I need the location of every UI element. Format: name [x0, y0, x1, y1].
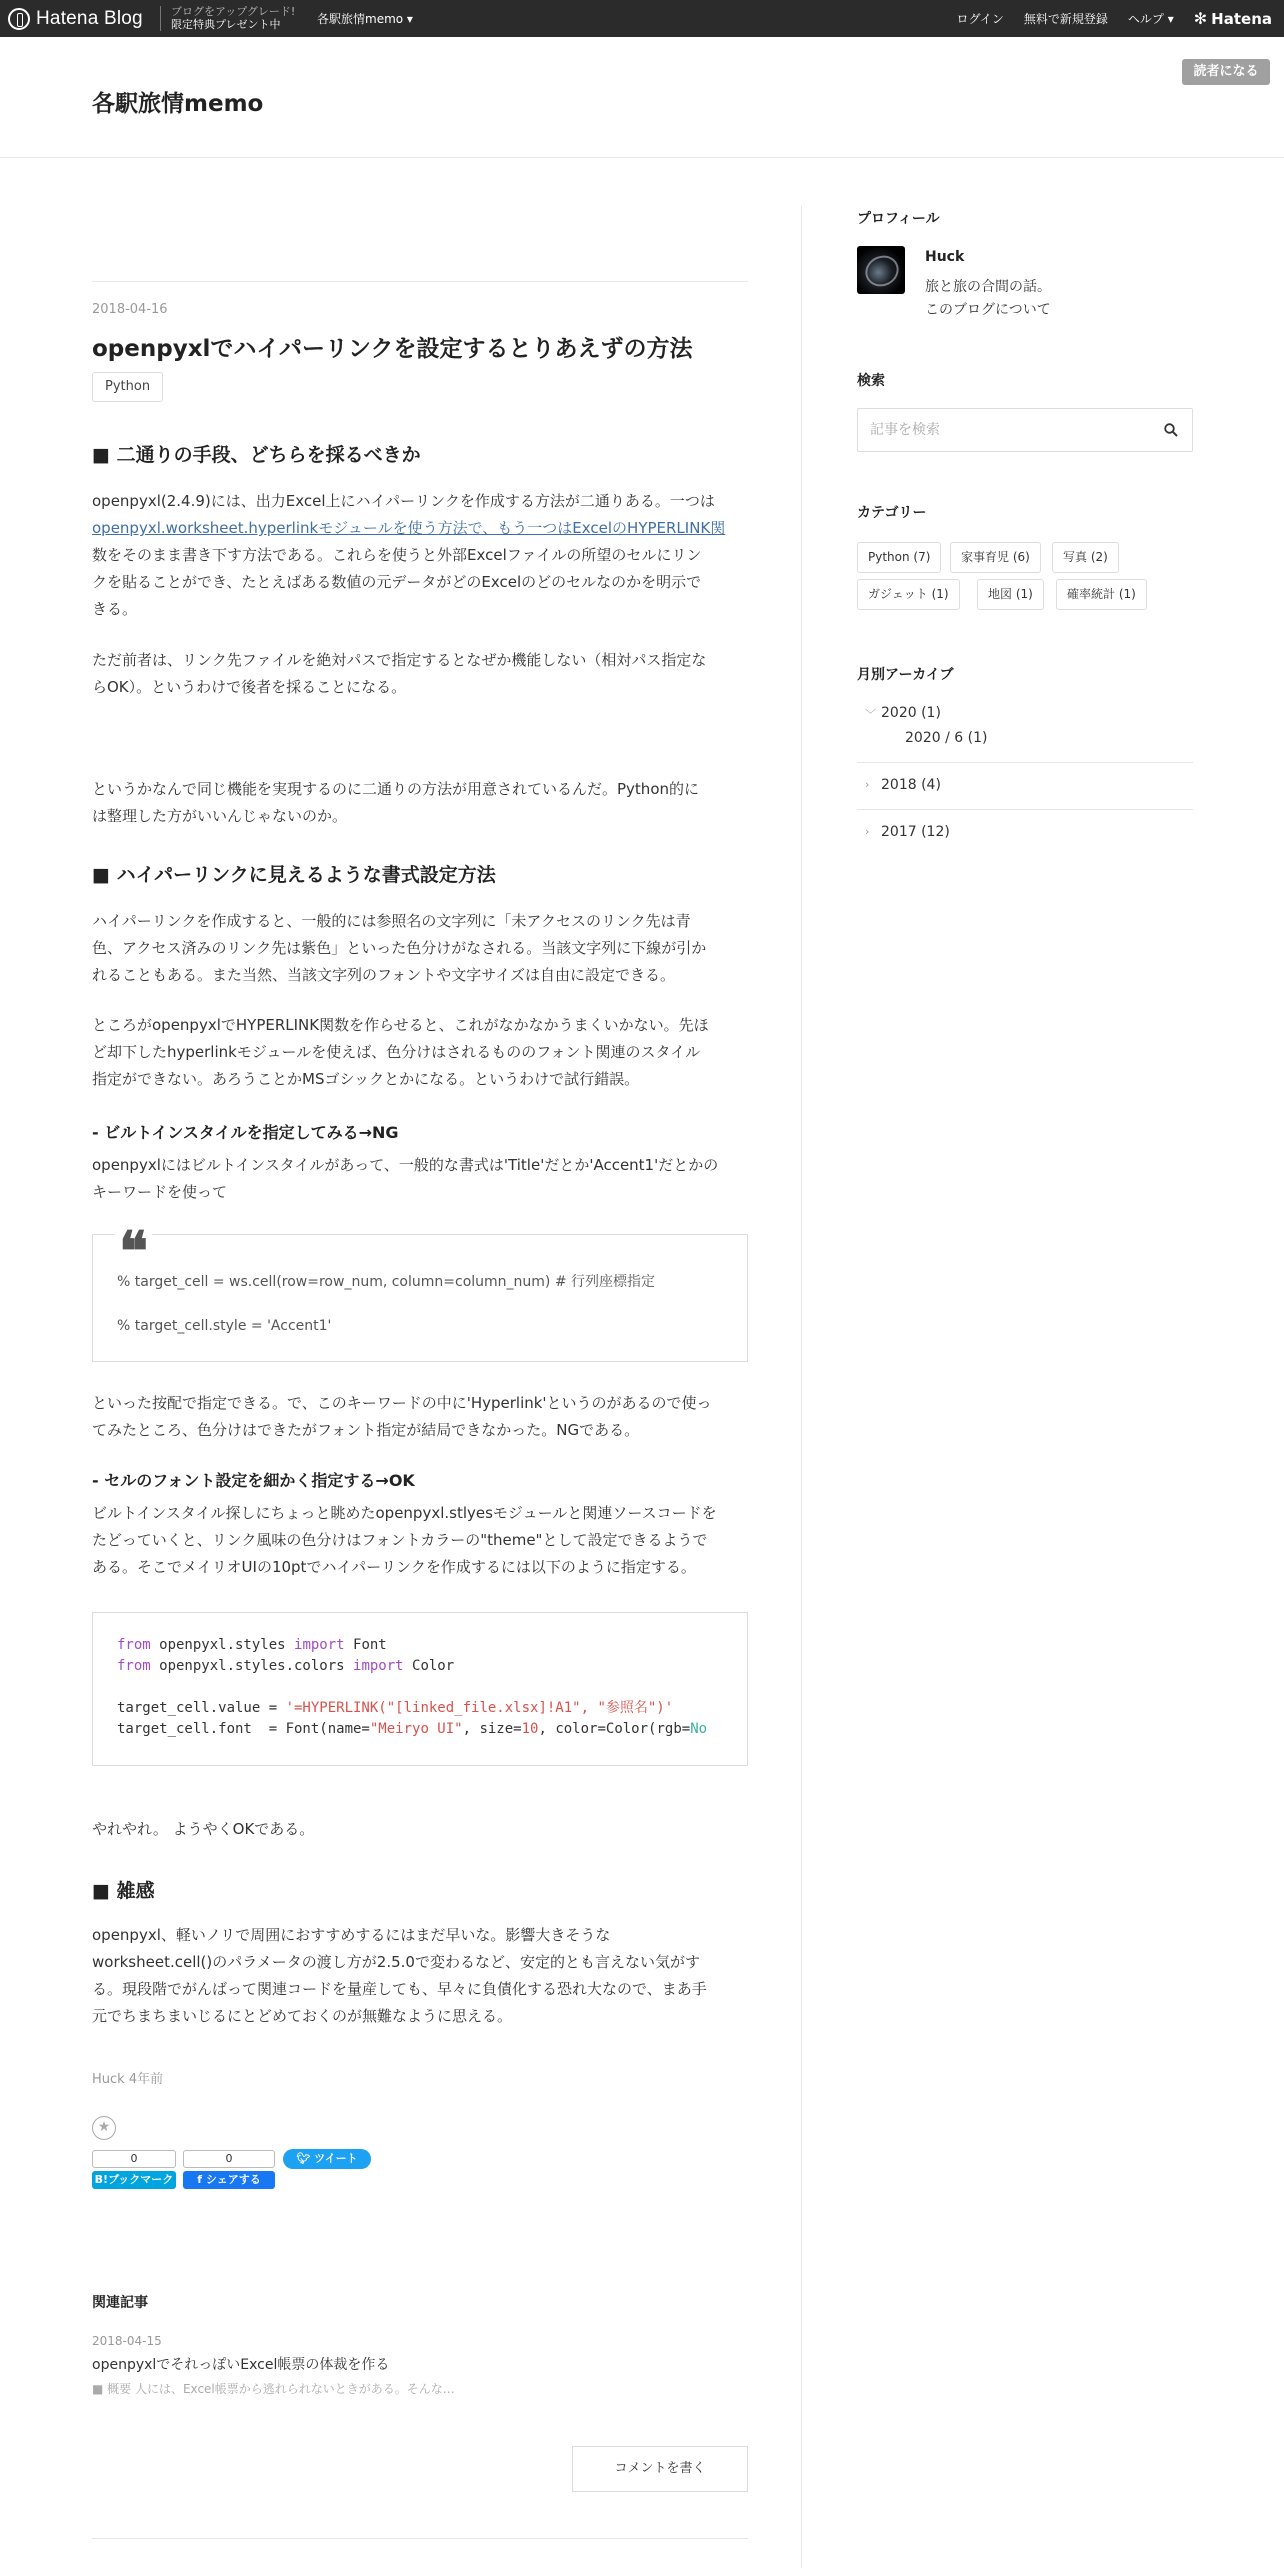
text-line: ところがopenpyxlでHYPERLINK関数を作らせると、これがなかなかうまくいかない。先ほ: [92, 1016, 709, 1034]
text-line: ただ前者は、リンク先ファイルを絶対パスで指定するとなぜか機能しない（相対パス指定な: [92, 651, 707, 669]
entry-category-tag[interactable]: Python: [92, 372, 163, 402]
archive-year-label: 2018 (4): [881, 777, 941, 793]
facebook-share-button[interactable]: f シェアする: [183, 2171, 275, 2189]
paragraph: やれやれ。 ようやくOKである。: [92, 1820, 315, 1838]
chevron-right-icon: ›: [865, 825, 870, 838]
add-star-button[interactable]: [92, 2116, 116, 2140]
text-line: openpyxl、軽いノリで周囲におすすめするにはまだ早いな。影響大きそうな: [92, 1926, 611, 1944]
paragraph: [92, 776, 748, 830]
paragraph: [92, 1012, 748, 1093]
twitter-bird-icon: 🐦︎: [296, 2152, 315, 2165]
section-heading: ■ 二通りの手段、どちらを採るべきか: [92, 444, 421, 466]
text-line: ど却下したhyperlinkモジュールを使えば、色分けはされるもののフォント関連のスタイル: [92, 1043, 701, 1061]
related-entry-link[interactable]: openpyxlでそれっぽいExcel帳票の体裁を作る: [92, 2357, 390, 2373]
section-heading: ■ ハイパーリンクに見えるような書式設定方法: [92, 864, 496, 886]
profile-description: [925, 276, 1051, 322]
chevron-down-icon: ﹀: [865, 708, 876, 721]
text-line: 数をそのまま書き下す方法である。これらを使うと外部Excelファイルの所望のセルにリン: [92, 546, 702, 564]
text-line: たどっていくと、リンク風味の色分けはフォントカラーの"theme"として設定できるようで: [92, 1531, 708, 1549]
help-dropdown[interactable]: ヘルプ ▾: [1127, 12, 1174, 26]
text-line: ビルトインスタイル探しにちょっと眺めたopenpyxl.stlyesモジュールと関連ソースコードを: [92, 1504, 717, 1522]
profile-name[interactable]: Huck: [925, 249, 965, 265]
category-tag[interactable]: ガジェット (1): [857, 579, 960, 610]
text-line: 色、アクセス済みのリンク先は紫色」といった色分けがなされる。当該文字列に下線が引か: [92, 939, 707, 957]
category-title: カテゴリー: [857, 505, 927, 521]
global-header: [0, 0, 1284, 37]
quote-icon: ❝: [115, 1227, 152, 1275]
quote-line: % target_cell = ws.cell(row=row_num, column=column_num) # 行列座標指定: [117, 1274, 656, 1290]
paragraph: [92, 908, 748, 989]
text-line: openpyxlにはビルトインスタイルがあって、一般的な書式は'Title'だとか'Accent1'だとかの: [92, 1156, 719, 1174]
text-line: る。現段階でがんばって関連コードを量産しても、早々に負債化する恐れ大なので、まあ手: [92, 1980, 707, 1998]
hyperlink-module-link[interactable]: openpyxl.worksheet.hyperlinkモジュールを使う方法で、もう一つはExcelのHYPERLINK関: [92, 519, 726, 537]
text-line: てみたところ、色分けはできたがフォント指定が結局できなかった。NGである。: [92, 1421, 640, 1439]
text-line: worksheet.cell()のパラメータの渡し方が2.5.0で変わるなど、安定的とも言えない気がす: [92, 1953, 700, 1971]
search-title: 検索: [857, 373, 885, 389]
related-entries-title: 関連記事: [92, 2295, 148, 2311]
paragraph: [92, 1390, 748, 1444]
archive-title: 月別アーカイブ: [857, 667, 954, 683]
global-header-right: [957, 0, 1284, 37]
text-line: 指定ができない。あろうことかMSゴシックとかになる。というわけで試行錯誤。: [92, 1070, 640, 1088]
entry-title[interactable]: openpyxlでハイパーリンクを設定するとりあえずの方法: [92, 336, 693, 362]
divider: [160, 6, 161, 31]
paragraph: [92, 488, 748, 623]
paragraph: [92, 1500, 748, 1581]
about-blog-link[interactable]: このブログについて: [925, 302, 1051, 318]
login-link[interactable]: ログイン: [956, 12, 1004, 26]
text-line: キーワードを使って: [92, 1183, 228, 1201]
hatena-text: Hatena: [1211, 9, 1272, 28]
related-entry-snippet: ■ 概要 人には、Excel帳票から逃れられないときがある。そんな…: [92, 2382, 455, 2396]
blog-header: [0, 37, 1284, 158]
text-line: らOK）。というわけで後者を採ることになる。: [92, 678, 407, 696]
write-comment-button[interactable]: コメントを書く: [572, 2446, 748, 2492]
profile-title: プロフィール: [857, 211, 940, 227]
archive-year-2018[interactable]: [865, 777, 941, 793]
hatena-blog-logo[interactable]: [8, 7, 143, 31]
archive-year-2017[interactable]: [865, 824, 950, 840]
hatena-link[interactable]: [1194, 9, 1272, 28]
star-icon: ★: [97, 2119, 111, 2135]
paragraph: [92, 1152, 748, 1206]
text-line: クを貼ることができ、たとえばある数値の元データがどのExcelのどのセルなのかを明示で: [92, 573, 702, 591]
text-line: というかなんで同じ機能を実現するのに二通りの方法が用意されているんだ。Python的に: [92, 780, 699, 798]
tweet-button[interactable]: [283, 2149, 371, 2169]
text-line: ある。そこでメイリオUIの10ptでハイパーリンクを作成するには以下のように指定する。: [92, 1558, 696, 1576]
profile-desc-line: 旅と旅の合間の話。: [925, 279, 1051, 295]
avatar[interactable]: [857, 246, 905, 294]
entry-separator: [92, 281, 748, 282]
share-count: 0: [183, 2150, 275, 2168]
archive-year-label: 2017 (12): [881, 824, 950, 840]
text-line: といった按配で指定できる。で、このキーワードの中に'Hyperlink'というのがあるので使っ: [92, 1394, 712, 1412]
text-line-with-link: [92, 515, 748, 542]
subsection-heading: - セルのフォント設定を細かく指定する→OK: [92, 1471, 415, 1490]
search-icon[interactable]: [1164, 423, 1178, 437]
logo-text: Hatena Blog: [36, 8, 143, 29]
code-text: from openpyxl.styles import Font from openpyxl.styles.colors import Color target_cell.value = '=HYPERLINK("[linked_file.xlsx]!A1", "参照名")' target_cell.font = Font(name="Meiryo UI", size=10, color=Color(rgb=No: [117, 1637, 708, 1737]
blockquote: [92, 1219, 748, 1362]
category-tag[interactable]: Python (7): [857, 542, 941, 573]
search-input[interactable]: [870, 419, 1140, 441]
related-entry-date: 2018-04-15: [92, 2334, 162, 2348]
text-line: は整理した方がいいんじゃないのか。: [92, 807, 348, 825]
code-block: [92, 1612, 748, 1766]
entry-author-date[interactable]: Huck 4年前: [92, 2072, 164, 2087]
signup-link[interactable]: 無料で新規登録: [1023, 12, 1108, 26]
text-line: ハイパーリンクを作成すると、一般的には参照名の文字列に「未アクセスのリンク先は青: [92, 912, 691, 930]
hatena-asterisk-icon: ✻: [1193, 9, 1208, 28]
subsection-heading: - ビルトインスタイルを指定してみる→NG: [92, 1123, 399, 1142]
subscribe-button[interactable]: 読者になる: [1182, 59, 1270, 85]
facebook-share[interactable]: [183, 2150, 275, 2190]
archive-separator: [857, 762, 1193, 763]
chevron-right-icon: ›: [865, 778, 870, 791]
upgrade-promo-link[interactable]: [171, 5, 295, 31]
category-tag[interactable]: 地図 (1): [977, 579, 1044, 610]
paragraph: [92, 1922, 748, 2030]
promo-line-1: ブログをアップグレード!: [171, 5, 296, 18]
sidebar-divider: [801, 206, 802, 2568]
blog-title[interactable]: 各駅旅情memo: [92, 91, 264, 117]
section-heading: ■ 雑感: [92, 1880, 155, 1902]
category-tag[interactable]: 家事育児 (6): [950, 542, 1041, 573]
entry-date[interactable]: 2018-04-16: [92, 302, 168, 317]
archive-year-label: 2020 (1): [881, 705, 941, 721]
search-form: [857, 408, 1193, 452]
promo-line-2: 限定特典プレゼント中: [171, 18, 281, 31]
category-tag[interactable]: 写真 (2): [1052, 542, 1119, 573]
tweet-label: ツイート: [314, 2152, 358, 2165]
hatena-bookmark-share[interactable]: [92, 2150, 176, 2190]
archive-separator: [857, 809, 1193, 810]
footer-separator: [92, 2538, 748, 2539]
text-line: きる。: [92, 600, 138, 618]
hatena-blog-logo-icon: [8, 8, 30, 30]
archive-year-2020[interactable]: [865, 705, 941, 721]
text-line: openpyxl(2.4.9)には、出力Excel上にハイパーリンクを作成する方法が二通りある。一つは: [92, 492, 715, 510]
category-tag[interactable]: 確率統計 (1): [1056, 579, 1147, 610]
paragraph: [92, 647, 748, 701]
bookmark-button[interactable]: B!ブックマーク: [92, 2171, 176, 2189]
quote-line: % target_cell.style = 'Accent1': [117, 1318, 332, 1334]
bookmark-count: 0: [92, 2150, 176, 2168]
blog-menu-dropdown[interactable]: 各駅旅情memo ▾: [317, 12, 413, 26]
text-line: 元でちまちまいじるにとどめておくのが無難なように思える。: [92, 2007, 513, 2025]
text-line: れることもある。また当然、当該文字列のフォントや文字サイズは自由に設定できる。: [92, 966, 676, 984]
archive-month-2020-6[interactable]: 2020 / 6 (1): [905, 730, 988, 746]
